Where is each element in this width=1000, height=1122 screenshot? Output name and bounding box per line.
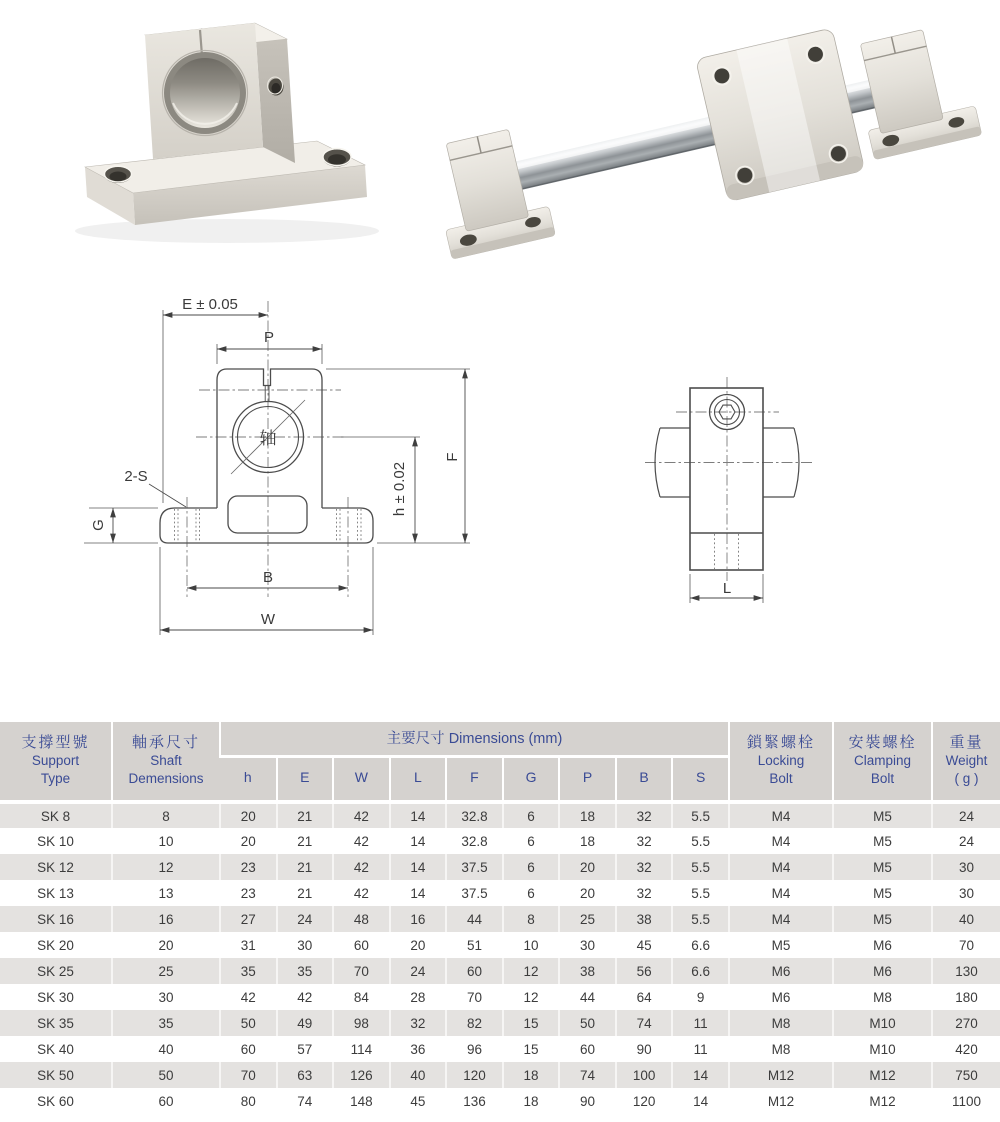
table-row <box>0 932 1000 958</box>
dim-label-g: G <box>90 519 107 531</box>
table-cell: SK 35 <box>0 1010 112 1036</box>
col-header-E: E <box>277 756 334 802</box>
table-cell: 37.5 <box>446 880 503 906</box>
table-cell: 50 <box>112 1062 220 1088</box>
table-cell: 70 <box>333 958 390 984</box>
centerlines <box>645 377 812 581</box>
dim-label-h: h ± 0.02 <box>391 461 408 517</box>
table-row <box>0 854 1000 880</box>
table-cell: 5.5 <box>672 802 729 828</box>
linear-shaft <box>463 66 937 202</box>
table-cell: 24 <box>390 958 447 984</box>
table-cell: 74 <box>616 1010 673 1036</box>
table-cell: M4 <box>729 880 833 906</box>
table-cell: 36 <box>390 1036 447 1062</box>
table-cell: 420 <box>932 1036 1000 1062</box>
table-cell: 60 <box>112 1088 220 1114</box>
linear-bearing-block <box>696 28 865 202</box>
table-cell: 130 <box>932 958 1000 984</box>
table-cell: 6 <box>503 828 560 854</box>
table-cell: 44 <box>446 906 503 932</box>
dim-label-l: L <box>722 580 732 597</box>
table-cell: 63 <box>277 1062 334 1088</box>
table-cell: 42 <box>333 854 390 880</box>
table-cell: 5.5 <box>672 880 729 906</box>
dim-label-e: E ± 0.05 <box>182 296 238 313</box>
table-cell: 14 <box>672 1062 729 1088</box>
right-support-upright <box>860 30 943 134</box>
table-cell: 5.5 <box>672 828 729 854</box>
table-cell: M5 <box>833 828 932 854</box>
table-cell: 51 <box>446 932 503 958</box>
table-cell: 49 <box>277 1010 334 1036</box>
table-cell: 10 <box>503 932 560 958</box>
table-row <box>0 802 1000 828</box>
table-cell: SK 20 <box>0 932 112 958</box>
table-cell: 14 <box>390 802 447 828</box>
technical-drawing <box>0 285 1000 655</box>
table-cell: 80 <box>220 1088 277 1114</box>
table-cell: M4 <box>729 802 833 828</box>
table-cell: SK 12 <box>0 854 112 880</box>
body-outline <box>690 388 763 570</box>
dim-label-2s: 2-S <box>124 468 148 485</box>
table-cell: 20 <box>112 932 220 958</box>
table-cell: M8 <box>729 1036 833 1062</box>
table-cell: 15 <box>503 1010 560 1036</box>
table-cell: 32.8 <box>446 828 503 854</box>
col-header-L: L <box>390 756 447 802</box>
table-cell: 18 <box>559 802 616 828</box>
col-header-B: B <box>616 756 673 802</box>
table-cell: 57 <box>277 1036 334 1062</box>
table-cell: 24 <box>277 906 334 932</box>
table-cell: 5.5 <box>672 854 729 880</box>
assembly-illustration <box>421 0 984 262</box>
table-cell: 6 <box>503 802 560 828</box>
table-cell: SK 13 <box>0 880 112 906</box>
dim-label-f: F <box>444 452 461 462</box>
table-cell: 35 <box>277 958 334 984</box>
table-cell: 8 <box>112 802 220 828</box>
table-row <box>0 1088 1000 1114</box>
table-cell: 60 <box>333 932 390 958</box>
table-cell: 30 <box>932 854 1000 880</box>
table-cell: 21 <box>277 828 334 854</box>
table-cell: 24 <box>932 802 1000 828</box>
table-cell: 11 <box>672 1010 729 1036</box>
col-header-main-dimensions: 主要尺寸 Dimensions (mm) <box>220 722 729 756</box>
table-cell: M12 <box>833 1062 932 1088</box>
table-cell: 20 <box>559 854 616 880</box>
table-row <box>0 1010 1000 1036</box>
table-cell: 44 <box>559 984 616 1010</box>
table-cell: 16 <box>112 906 220 932</box>
spec-table <box>0 722 1000 1114</box>
table-cell: SK 50 <box>0 1062 112 1088</box>
table-cell: M5 <box>833 906 932 932</box>
table-cell: 45 <box>616 932 673 958</box>
table-row <box>0 828 1000 854</box>
photo-shadow <box>75 219 379 243</box>
table-cell: 750 <box>932 1062 1000 1088</box>
table-cell: 20 <box>220 828 277 854</box>
table-cell: 50 <box>559 1010 616 1036</box>
col-header-P: P <box>559 756 616 802</box>
table-cell: 32 <box>616 828 673 854</box>
table-cell: 38 <box>559 958 616 984</box>
table-cell: 10 <box>112 828 220 854</box>
table-cell: 12 <box>503 984 560 1010</box>
table-cell: 50 <box>220 1010 277 1036</box>
table-cell: 18 <box>503 1062 560 1088</box>
table-cell: 42 <box>277 984 334 1010</box>
table-cell: 98 <box>333 1010 390 1036</box>
table-cell: 60 <box>446 958 503 984</box>
table-row <box>0 1036 1000 1062</box>
col-header-weight: 重量 Weight ( g ) <box>932 722 1000 802</box>
table-cell: 8 <box>503 906 560 932</box>
table-cell: 148 <box>333 1088 390 1114</box>
table-cell: 180 <box>932 984 1000 1010</box>
table-cell: 14 <box>390 854 447 880</box>
table-cell: 60 <box>220 1036 277 1062</box>
table-cell: 20 <box>220 802 277 828</box>
table-cell: M12 <box>729 1062 833 1088</box>
table-cell: 27 <box>220 906 277 932</box>
table-cell: 90 <box>559 1088 616 1114</box>
table-cell: 28 <box>390 984 447 1010</box>
col-header-support-type: 支撐型號 Support Type <box>0 722 112 802</box>
table-cell: 6 <box>503 854 560 880</box>
table-cell: 126 <box>333 1062 390 1088</box>
table-cell: M12 <box>729 1088 833 1114</box>
base-mount-hole-left <box>105 166 132 183</box>
table-cell: SK 8 <box>0 802 112 828</box>
table-cell: 12 <box>112 854 220 880</box>
table-cell: 48 <box>333 906 390 932</box>
table-cell: 11 <box>672 1036 729 1062</box>
table-row <box>0 880 1000 906</box>
table-cell: SK 10 <box>0 828 112 854</box>
table-cell: 32 <box>390 1010 447 1036</box>
table-cell: 12 <box>503 958 560 984</box>
table-cell: 30 <box>112 984 220 1010</box>
table-cell: 21 <box>277 880 334 906</box>
table-row <box>0 1062 1000 1088</box>
table-cell: 25 <box>112 958 220 984</box>
table-cell: 70 <box>932 932 1000 958</box>
table-cell: 114 <box>333 1036 390 1062</box>
spec-table-body <box>0 802 1000 1114</box>
table-cell: 136 <box>446 1088 503 1114</box>
table-cell: 30 <box>277 932 334 958</box>
table-cell: 45 <box>390 1088 447 1114</box>
table-cell: 20 <box>390 932 447 958</box>
col-header-F: F <box>446 756 503 802</box>
table-cell: 15 <box>503 1036 560 1062</box>
table-cell: M10 <box>833 1036 932 1062</box>
col-header-S: S <box>672 756 729 802</box>
table-cell: 23 <box>220 880 277 906</box>
col-header-locking-bolt: 鎖緊螺栓 Locking Bolt <box>729 722 833 802</box>
front-view-drawing <box>84 296 470 635</box>
table-cell: M6 <box>833 958 932 984</box>
col-header-h: h <box>220 756 277 802</box>
col-header-shaft-dimensions: 軸承尺寸 Shaft Demensions <box>112 722 220 802</box>
table-cell: M6 <box>729 984 833 1010</box>
bracket-illustration <box>75 23 379 243</box>
table-cell: 35 <box>220 958 277 984</box>
table-cell: 24 <box>932 828 1000 854</box>
table-cell: 21 <box>277 854 334 880</box>
table-cell: 120 <box>616 1088 673 1114</box>
table-cell: 70 <box>446 984 503 1010</box>
table-cell: 30 <box>559 932 616 958</box>
dim-label-p: P <box>263 329 275 346</box>
table-cell: 9 <box>672 984 729 1010</box>
table-cell: 120 <box>446 1062 503 1088</box>
table-cell: 42 <box>333 828 390 854</box>
table-cell: 74 <box>559 1062 616 1088</box>
table-cell: 40 <box>932 906 1000 932</box>
dim-label-b: B <box>262 569 274 586</box>
table-cell: 20 <box>559 880 616 906</box>
table-cell: 30 <box>932 880 1000 906</box>
shaft-support-bracket-photo <box>55 5 395 250</box>
col-header-G: G <box>503 756 560 802</box>
table-cell: M5 <box>833 802 932 828</box>
table-cell: 1100 <box>932 1088 1000 1114</box>
table-row <box>0 984 1000 1010</box>
table-cell: 32 <box>616 880 673 906</box>
table-cell: 6.6 <box>672 932 729 958</box>
table-cell: 13 <box>112 880 220 906</box>
table-cell: 32 <box>616 802 673 828</box>
table-cell: 270 <box>932 1010 1000 1036</box>
table-cell: 18 <box>559 828 616 854</box>
linear-shaft-assembly-photo <box>420 0 1000 262</box>
table-cell: M5 <box>833 854 932 880</box>
table-cell: 21 <box>277 802 334 828</box>
left-support-upright <box>446 129 529 231</box>
thread-hidden-lines <box>715 534 739 569</box>
base-mount-hole-right <box>323 149 351 167</box>
table-cell: 70 <box>220 1062 277 1088</box>
col-header-W: W <box>333 756 390 802</box>
bracket-outline <box>160 369 373 543</box>
table-cell: 64 <box>616 984 673 1010</box>
table-cell: SK 40 <box>0 1036 112 1062</box>
table-cell: SK 25 <box>0 958 112 984</box>
table-cell: 5.5 <box>672 906 729 932</box>
table-cell: M8 <box>729 1010 833 1036</box>
table-cell: 56 <box>616 958 673 984</box>
table-cell: M10 <box>833 1010 932 1036</box>
table-cell: 42 <box>220 984 277 1010</box>
table-row <box>0 906 1000 932</box>
table-cell: 74 <box>277 1088 334 1114</box>
table-cell: M5 <box>833 880 932 906</box>
table-cell: 40 <box>112 1036 220 1062</box>
side-view-drawing <box>645 377 812 603</box>
table-cell: SK 16 <box>0 906 112 932</box>
table-cell: M4 <box>729 906 833 932</box>
table-cell: M6 <box>833 932 932 958</box>
table-cell: 6 <box>503 880 560 906</box>
table-cell: M5 <box>729 932 833 958</box>
table-cell: SK 30 <box>0 984 112 1010</box>
table-cell: 90 <box>616 1036 673 1062</box>
table-row <box>0 958 1000 984</box>
table-cell: 40 <box>390 1062 447 1088</box>
table-cell: 84 <box>333 984 390 1010</box>
table-cell: 25 <box>559 906 616 932</box>
table-cell: 38 <box>616 906 673 932</box>
table-cell: 82 <box>446 1010 503 1036</box>
table-cell: M8 <box>833 984 932 1010</box>
table-cell: 31 <box>220 932 277 958</box>
bore-hole <box>163 51 248 136</box>
table-cell: M6 <box>729 958 833 984</box>
table-cell: 14 <box>672 1088 729 1114</box>
table-cell: M4 <box>729 828 833 854</box>
axis-label: 轴 <box>259 429 277 448</box>
dimension-lines <box>113 315 465 630</box>
table-cell: 35 <box>112 1010 220 1036</box>
table-cell: 100 <box>616 1062 673 1088</box>
col-header-clamping-bolt: 安裝螺栓 Clamping Bolt <box>833 722 932 802</box>
table-cell: 23 <box>220 854 277 880</box>
table-cell: M12 <box>833 1088 932 1114</box>
dim-label-w: W <box>260 611 276 628</box>
table-cell: 96 <box>446 1036 503 1062</box>
table-cell: 42 <box>333 802 390 828</box>
table-cell: 42 <box>333 880 390 906</box>
table-cell: SK 60 <box>0 1088 112 1114</box>
table-cell: 6.6 <box>672 958 729 984</box>
table-cell: 18 <box>503 1088 560 1114</box>
table-cell: 32.8 <box>446 802 503 828</box>
table-cell: 60 <box>559 1036 616 1062</box>
table-cell: 16 <box>390 906 447 932</box>
table-cell: 14 <box>390 828 447 854</box>
table-cell: 37.5 <box>446 854 503 880</box>
table-cell: M4 <box>729 854 833 880</box>
table-cell: 32 <box>616 854 673 880</box>
table-cell: 14 <box>390 880 447 906</box>
